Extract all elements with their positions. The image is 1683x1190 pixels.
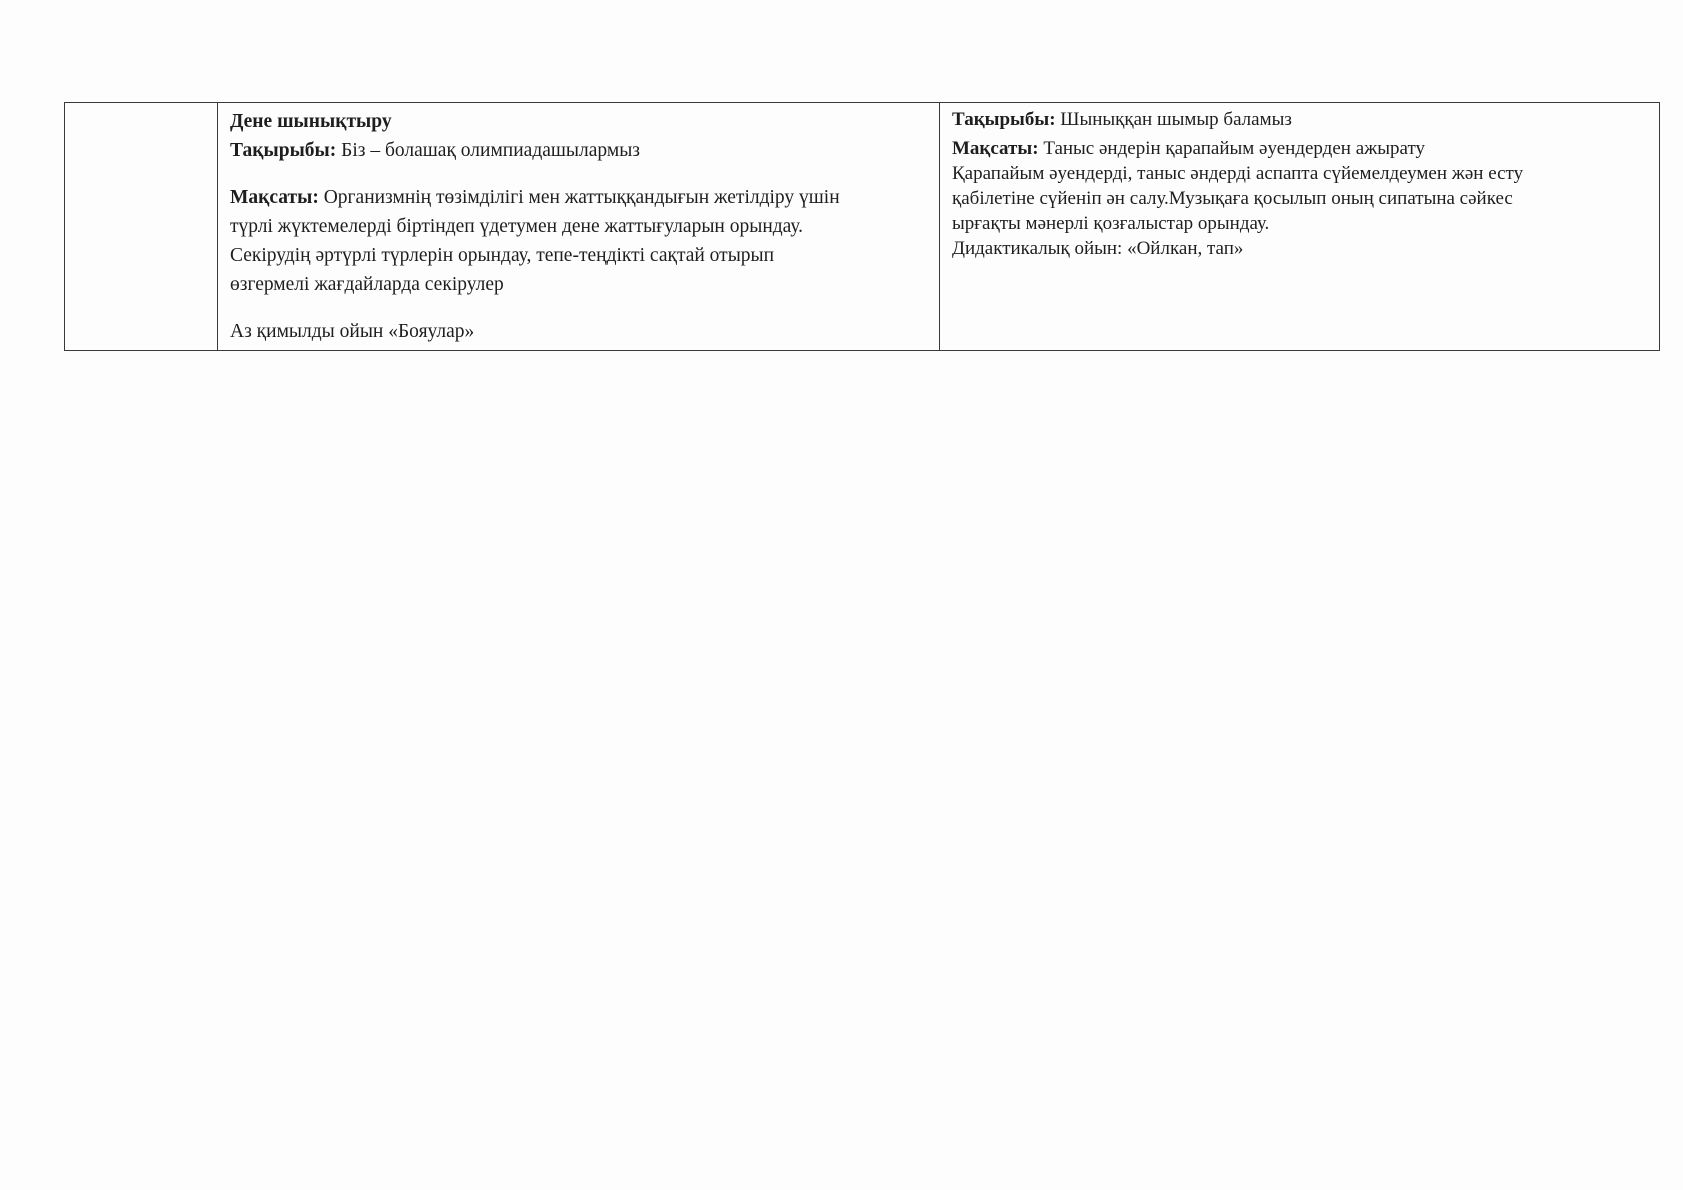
goal-text-line: Секірудің әртүрлі түрлерін орындау, тепе-теңдікті сақтай отырып [230,245,775,266]
game-text: Аз қимылды ойын «Бояулар» [230,321,475,342]
goal-text-line: Организмнің төзімділігі мен жаттыққандығын жетілдіру үшін [323,187,840,208]
table-row [65,103,1660,351]
goal-text-line: түрлі жүктемелерді біртіндеп үдетумен дене жаттығуларын орындау. [230,216,804,237]
physical-education-cell [218,103,940,351]
goal-text-line: қабілетіне сүйеніп ән салу.Музықаға қосылып оның сипатына сәйкес [952,188,1513,209]
goal-text-line: өзгермелі жағдайларда секірулер [230,274,504,295]
game-text: Дидактикалық ойын: «Ойлкан, тап» [952,238,1244,259]
topic-text: Шыныққан шымыр баламыз [1060,109,1292,130]
goal-text-line: ырғақты мәнерлі қозғалыстар орындау. [952,213,1270,234]
subject-title: Дене шынықтыру [230,111,392,132]
topic-label: Тақырыбы: [952,109,1056,130]
goal-text-line: Қарапайым әуендерді, таныс әндерді аспапта сүйемелдеумен жән есту [952,163,1524,184]
music-cell [940,103,1660,351]
lesson-plan-table [64,102,1660,351]
goal-text-line: Таныс әндерін қарапайым әуендерден ажырату [1043,138,1426,159]
goal-label: Мақсаты: [230,187,319,208]
goal-label: Мақсаты: [952,138,1039,159]
empty-cell [65,103,218,351]
topic-text: Біз – болашақ олимпиадашылармыз [341,140,640,161]
topic-label: Тақырыбы: [230,140,337,161]
